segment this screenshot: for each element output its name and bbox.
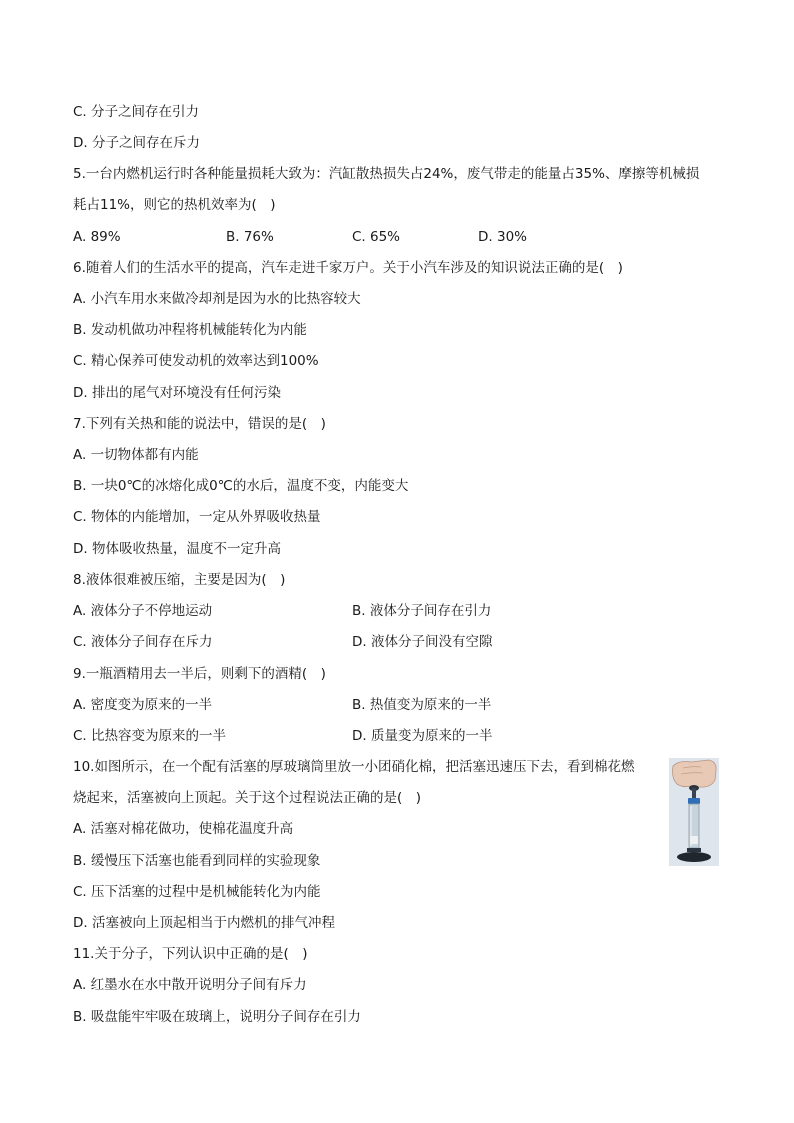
- question-9-option-c: C. 比热容变为原来的一半: [73, 728, 227, 744]
- question-8-option-d: D. 液体分子间没有空隙: [352, 634, 493, 650]
- question-11-option-a: A. 红墨水在水中散开说明分子间有斥力: [73, 977, 307, 993]
- question-8-option-c: C. 液体分子间存在斥力: [73, 634, 213, 650]
- question-6-option-d: D. 排出的尾气对环境没有任何污染: [73, 385, 281, 401]
- question-9-option-b: B. 热值变为原来的一半: [352, 697, 492, 713]
- question-9-option-a: A. 密度变为原来的一半: [73, 697, 213, 713]
- question-7-option-c: C. 物体的内能增加，一定从外界吸收热量: [73, 509, 321, 525]
- question-5-option-b: B. 76%: [226, 229, 274, 245]
- question-9-option-d: D. 质量变为原来的一半: [352, 728, 493, 744]
- glass-cylinder-piston-icon: [669, 758, 719, 866]
- question-10-option-d: D. 活塞被向上顶起相当于内燃机的排气冲程: [73, 915, 335, 931]
- question-7-stem: 7.下列有关热和能的说法中，错误的是( ): [73, 416, 326, 432]
- question-7-option-a: A. 一切物体都有内能: [73, 447, 199, 463]
- question-7-option-d: D. 物体吸收热量，温度不一定升高: [73, 541, 281, 557]
- question-10-option-c: C. 压下活塞的过程中是机械能转化为内能: [73, 884, 321, 900]
- question-6-option-c: C. 精心保养可使发动机的效率达到100%: [73, 353, 319, 369]
- question-10-option-a: A. 活塞对棉花做功，使棉花温度升高: [73, 821, 294, 837]
- question-10-stem-line1: 10.如图所示，在一个配有活塞的厚玻璃筒里放一小团硝化棉，把活塞迅速压下去，看到棉花燃: [73, 759, 635, 775]
- question-10-stem-line2: 烧起来，活塞被向上顶起。关于这个过程说法正确的是( ): [73, 790, 422, 806]
- question-11-stem: 11.关于分子，下列认识中正确的是( ): [73, 946, 308, 962]
- question-10-option-b: B. 缓慢压下活塞也能看到同样的实验现象: [73, 853, 321, 869]
- question-9-stem: 9.一瓶酒精用去一半后，则剩下的酒精( ): [73, 666, 326, 682]
- question-5-stem-line2: 耗占11%，则它的热机效率为( ): [73, 197, 276, 213]
- option-d-repulsion: D. 分子之间存在斥力: [73, 135, 200, 151]
- question-5-stem-line1: 5.一台内燃机运行时各种能量损耗大致为：汽缸散热损失占24%，废气带走的能量占35%、摩擦等机械损: [73, 166, 700, 182]
- question-11-option-b: B. 吸盘能牢牢吸在玻璃上，说明分子间存在引力: [73, 1009, 361, 1025]
- question-8-option-a: A. 液体分子不停地运动: [73, 603, 213, 619]
- question-8-stem: 8.液体很难被压缩，主要是因为( ): [73, 572, 286, 588]
- question-5-option-c: C. 65%: [352, 229, 401, 245]
- question-7-option-b: B. 一块0℃的冰熔化成0℃的水后，温度不变，内能变大: [73, 478, 409, 494]
- question-6-option-b: B. 发动机做功冲程将机械能转化为内能: [73, 322, 307, 338]
- question-6-option-a: A. 小汽车用水来做冷却剂是因为水的比热容较大: [73, 291, 361, 307]
- question-5-option-a: A. 89%: [73, 229, 121, 245]
- question-6-stem: 6.随着人们的生活水平的提高，汽车走进千家万户。关于小汽车涉及的知识说法正确的是( ): [73, 260, 623, 276]
- option-c-attraction: C. 分子之间存在引力: [73, 104, 200, 120]
- question-8-option-b: B. 液体分子间存在引力: [352, 603, 492, 619]
- question-5-option-d: D. 30%: [478, 229, 527, 245]
